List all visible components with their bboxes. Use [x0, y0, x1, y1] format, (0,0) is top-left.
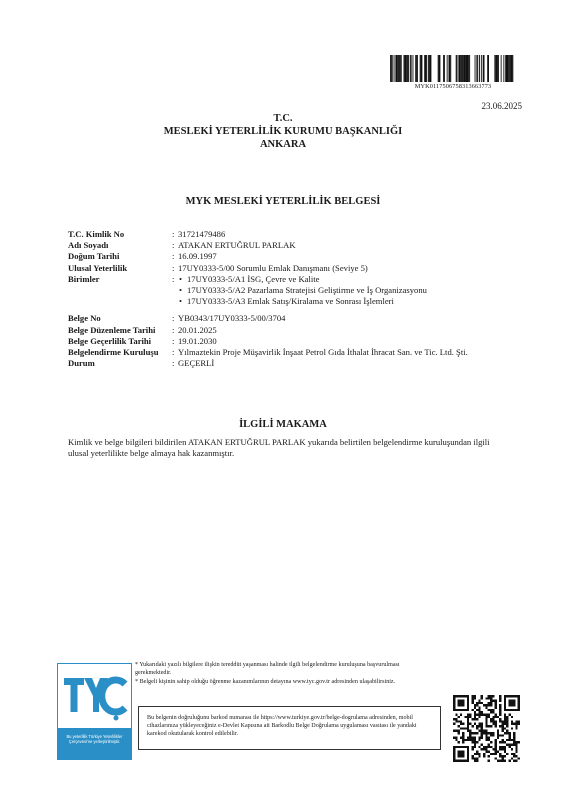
field-name: Adı Soyadı : ATAKAN ERTUĞRUL PARLAK: [68, 240, 528, 251]
barcode-number: MYK0117506758313663773: [414, 83, 492, 90]
declaration-paragraph: Kimlik ve belge bilgileri bildirilen ATAKAN ERTUĞRUL PARLAK yukarıda belirtilen belgelendirme kuruluşundan ilgili ulusal yeterlilikte belge almaya hak kazanmıştır.: [68, 437, 490, 459]
field-label: Belge No: [68, 313, 101, 324]
header-line-1: T.C.: [273, 113, 293, 124]
document-date: 23.06.2025: [481, 101, 522, 111]
field-label: Adı Soyadı: [68, 240, 109, 251]
barcode: [390, 55, 516, 90]
field-status: Durum : GEÇERLİ: [68, 358, 528, 369]
field-label: Belge Düzenleme Tarihi: [68, 324, 156, 335]
footnotes: [135, 661, 425, 687]
footnote: * Belgeli kişinin sahip olduğu öğrenme kazanımlarının detayına www.tyc.gov.tr adresinden ulaşabilirsiniz.: [135, 679, 396, 685]
field-value: Yılmaztekin Proje Müşavirlik İnşaat Petrol Gıda İthalat İhracat San. ve Tic. Ltd. Şti.: [178, 347, 468, 358]
document-title: MYK MESLEKİ YETERLİLİK BELGESİ: [185, 196, 381, 207]
status-value: GEÇERLİ: [178, 358, 215, 369]
field-value: 16.09.1997: [178, 251, 217, 262]
header-line-3: ANKARA: [259, 139, 307, 150]
field-value: 17UY0333-5/00 Sorumlu Emlak Danışmanı (Seviye 5): [178, 262, 368, 273]
field-value: YB0343/17UY0333-5/00/3704: [178, 313, 286, 324]
field-certification-body: Belgelendirme Kuruluşu : Yılmaztekin Proje Müşavirlik İnşaat Petrol Gıda İthalat İhracat San. ve Tic. Ltd. Şti.: [68, 347, 528, 358]
field-units: Birimler : • 17UY0333-5/A1 İSG, Çevre ve Kalite • 17UY0333-5/A2 Pazarlama Stratejisi Geliştirme ve İş Organizasyonu • 17UY0333-5/A3 Emlak Satış/Kiralama ve Sonrası İşlemleri: [68, 274, 528, 308]
field-value: 31721479486: [178, 229, 226, 239]
tyc-caption: Bu yeterlilik Türkiye Yeterlilikler Çerçevesi'ne yerleştirilmiştir.: [66, 734, 123, 744]
unit-item: • 17UY0333-5/A1 İSG, Çevre ve Kalite: [178, 274, 528, 285]
field-label: Birimler: [68, 273, 100, 284]
field-certificate-number: Belge No : YB0343/17UY0333-5/00/3704: [68, 313, 528, 324]
barcode-image: [390, 55, 516, 82]
certificate-fields: [68, 229, 528, 369]
field-issue-date: Belge Düzenleme Tarihi : 20.01.2025: [68, 325, 528, 336]
field-value: ATAKAN ERTUĞRUL PARLAK: [178, 240, 296, 251]
section-title: İLGİLİ MAKAMA: [239, 419, 327, 430]
footnote: * Yukarıdaki yazılı bilgilere ilişkin tereddüt yaşanması halinde ilgili belgelendirme kuruluşuna başvurulması gerekmektedir.: [135, 662, 400, 676]
field-value: 19.01.2030: [178, 335, 217, 346]
units-list: [178, 274, 528, 308]
field-tc: T.C. Kimlik No : 31721479486: [68, 229, 528, 240]
verification-box: Bu belgenin doğruluğunu barkod numarası ile https://www.turkiye.gov.tr/belge-dogrulama adresinden, mobil cihazlarınıza yükleyeceğiniz e-Devlet Kapısına ait Barkodlu Belge Doğrulama uygulaması vasıtası ile yandaki karekod okutularak kontrol edilebilir.: [138, 706, 441, 750]
field-qualification: Ulusal Yeterlilik : 17UY0333-5/00 Sorumlu Emlak Danışmanı (Seviye 5): [68, 263, 528, 274]
tyc-logo: [57, 663, 132, 729]
field-birth: Doğum Tarihi : 16.09.1997: [68, 251, 528, 262]
unit-item: • 17UY0333-5/A3 Emlak Satış/Kiralama ve Sonrası İşlemleri: [178, 296, 528, 307]
field-label: Ulusal Yeterlilik: [68, 262, 128, 273]
qr-code: [453, 695, 520, 762]
field-validity-date: Belge Geçerlilik Tarihi : 19.01.2030: [68, 336, 528, 347]
tyc-logo-box: [57, 663, 132, 760]
field-label: T.C. Kimlik No: [68, 229, 125, 239]
unit-item: • 17UY0333-5/A2 Pazarlama Stratejisi Geliştirme ve İş Organizasyonu: [178, 285, 528, 296]
header-line-2: MESLEKİ YETERLİLİK KURUMU BAŞKANLIĞI: [163, 126, 403, 137]
field-label: Doğum Tarihi: [68, 251, 120, 262]
tyc-logo-icon: [58, 664, 131, 728]
field-value: 20.01.2025: [178, 324, 217, 335]
field-label: Belge Geçerlilik Tarihi: [68, 335, 152, 346]
field-label: Belgelendirme Kuruluşu: [68, 347, 159, 358]
field-label: Durum: [68, 358, 95, 369]
